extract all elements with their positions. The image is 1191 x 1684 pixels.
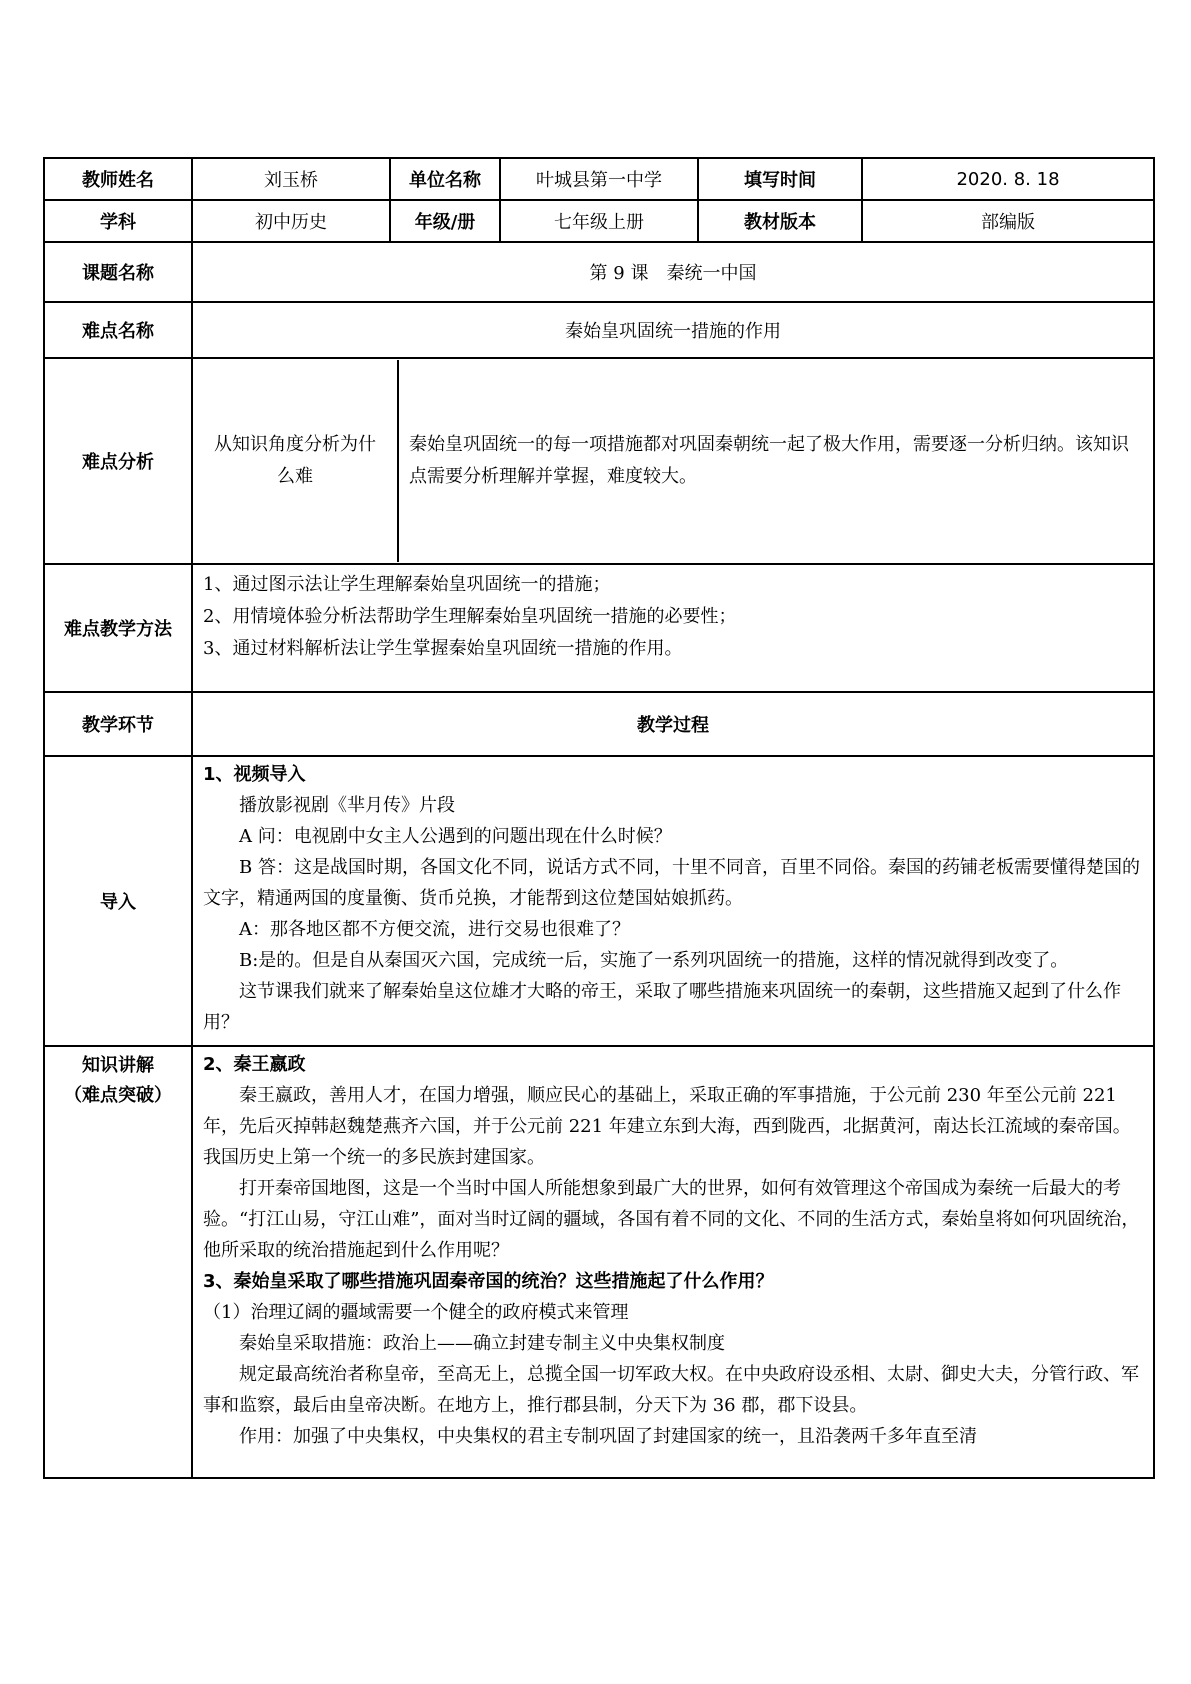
header-row-1 (44, 158, 1154, 200)
knowledge-effect: 作用：加强了中央集权，中央集权的君主专制巩固了封建国家的统一，且沿袭两千多年直至清 (239, 1426, 977, 1447)
edition-label: 教材版本 (698, 200, 862, 242)
lesson-plan-sheet (43, 157, 1153, 1479)
method-content (192, 564, 1154, 692)
subject-label: 学科 (44, 200, 192, 242)
edition-value: 部编版 (862, 200, 1154, 242)
knowledge-row (44, 1046, 1154, 1478)
knowledge-para-1: 秦王嬴政，善用人才，在国力增强，顺应民心的基础上，采取正确的军事措施，于公元前 230 年至公元前 221 年，先后灭掉韩赵魏楚燕齐六国，并于公元前 221 年建立东到大海，西到陇西，北据黄河，南达长江流域的秦帝国。我国历史上第一个统一的多民族封建国家。 (203, 1085, 1131, 1168)
time-label: 填写时间 (698, 158, 862, 200)
lesson-plan-table (43, 157, 1155, 1479)
analysis-text: 秦始皇巩固统一的每一项措施都对巩固秦朝统一起了极大作用，需要逐一分析归纳。该知识点需要分析理解并掌握，难度较大。 (398, 360, 1153, 562)
method-row (44, 564, 1154, 692)
intro-row (44, 756, 1154, 1046)
analysis-row (44, 358, 1154, 564)
unit-label: 单位名称 (390, 158, 500, 200)
process-header-row (44, 692, 1154, 756)
difficulty-label: 难点名称 (44, 302, 192, 358)
topic-value: 第 9 课 秦统一中国 (192, 242, 1154, 302)
process-step-label: 教学环节 (44, 692, 192, 756)
unit-value: 叶城县第一中学 (500, 158, 698, 200)
knowledge-label-line-1: 知识讲解 (82, 1055, 154, 1076)
teacher-value: 刘玉桥 (192, 158, 390, 200)
intro-para-3: B 答：这是战国时期，各国文化不同，说话方式不同，十里不同音，百里不同俗。秦国的药铺老板需要懂得楚国的文字，精通两国的度量衡、货币兑换，才能帮到这位楚国姑娘抓药。 (203, 857, 1140, 909)
topic-label: 课题名称 (44, 242, 192, 302)
difficulty-value: 秦始皇巩固统一措施的作用 (192, 302, 1154, 358)
teacher-label: 教师姓名 (44, 158, 192, 200)
knowledge-heading-2: 2、秦王嬴政 (203, 1054, 306, 1075)
intro-label: 导入 (44, 756, 192, 1046)
knowledge-rule: 规定最高统治者称皇帝，至高无上，总揽全国一切军政大权。在中央政府设丞相、太尉、御史大夫，分管行政、军事和监察，最后由皇帝决断。在地方上，推行郡县制，分天下为 36 郡，郡下设县。 (203, 1364, 1139, 1416)
process-title: 教学过程 (192, 692, 1154, 756)
method-line-3: 3、通过材料解析法让学生掌握秦始皇巩固统一措施的作用。 (203, 638, 683, 659)
intro-para-5: B:是的。但是自从秦国灭六国，完成统一后，实施了一系列巩固统一的措施，这样的情况就得到改变了。 (239, 950, 1069, 971)
analysis-sub-label: 从知识角度分析为什么难 (214, 434, 376, 487)
time-value: 2020. 8. 18 (862, 158, 1154, 200)
grade-value: 七年级上册 (500, 200, 698, 242)
intro-para-2: A 问：电视剧中女主人公遇到的问题出现在什么时候？ (239, 826, 672, 847)
grade-label: 年级/册 (390, 200, 500, 242)
knowledge-sub-1: （1）治理辽阔的疆域需要一个健全的政府模式来管理 (203, 1302, 629, 1323)
method-label: 难点教学方法 (44, 564, 192, 692)
method-line-2: 2、用情境体验分析法帮助学生理解秦始皇巩固统一措施的必要性； (203, 606, 737, 627)
method-line-1: 1、通过图示法让学生理解秦始皇巩固统一的措施； (203, 574, 611, 595)
analysis-inner-table (193, 360, 1153, 562)
knowledge-heading-3: 3、秦始皇采取了哪些措施巩固秦帝国的统治？这些措施起了什么作用？ (203, 1271, 774, 1292)
knowledge-para-2: 打开秦帝国地图，这是一个当时中国人所能想象到最广大的世界，如何有效管理这个帝国成为秦统一后最大的考验。“打江山易，守江山难”，面对当时辽阔的疆域，各国有着不同的文化、不同的生活方式，秦始皇将如何巩固统治，他所采取的统治措施起到什么作用呢？ (203, 1178, 1140, 1261)
intro-content (192, 756, 1154, 1046)
knowledge-label (44, 1046, 192, 1478)
header-row-2 (44, 200, 1154, 242)
subject-value: 初中历史 (192, 200, 390, 242)
topic-row (44, 242, 1154, 302)
intro-para-4: A：那各地区都不方便交流，进行交易也很难了？ (239, 919, 630, 940)
knowledge-measure: 秦始皇采取措施：政治上——确立封建专制主义中央集权制度 (239, 1333, 725, 1354)
difficulty-row (44, 302, 1154, 358)
knowledge-content (192, 1046, 1154, 1478)
analysis-content (192, 358, 1154, 564)
analysis-label: 难点分析 (44, 358, 192, 564)
intro-heading: 1、视频导入 (203, 764, 306, 785)
intro-para-1: 播放影视剧《芈月传》片段 (239, 795, 455, 816)
knowledge-label-line-2: （难点突破） (64, 1085, 172, 1106)
intro-para-6: 这节课我们就来了解秦始皇这位雄才大略的帝王，采取了哪些措施来巩固统一的秦朝，这些措施又起到了什么作用？ (203, 981, 1121, 1033)
